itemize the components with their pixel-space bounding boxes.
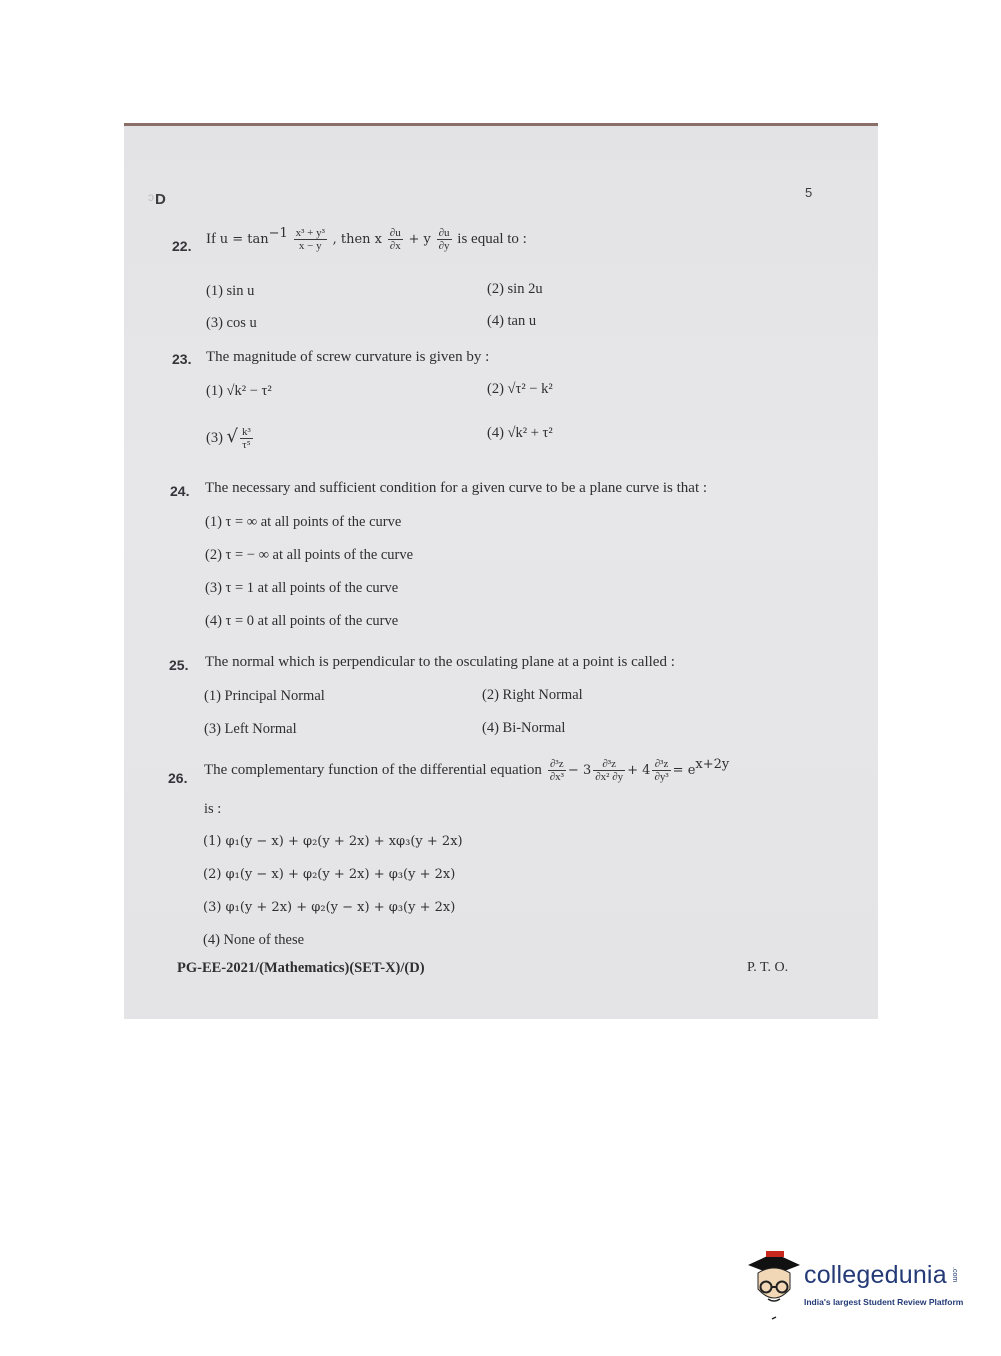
option: (3) φ₁(y + 2x) + φ₂(y − x) + φ₃(y + 2x)	[203, 900, 456, 915]
scanned-page	[124, 123, 878, 1019]
question-number: 22.	[172, 238, 192, 254]
question-text: The necessary and sufficient condition for a given curve to be a plane curve is that :	[205, 480, 708, 496]
option: (2) sin 2u	[487, 281, 543, 297]
option: (4) Bi-Normal	[482, 720, 566, 736]
question-number: 26.	[168, 770, 188, 786]
question-number: 25.	[169, 657, 189, 673]
option: (2) φ₁(y − x) + φ₂(y + 2x) + φ₃(y + 2x)	[203, 867, 456, 882]
option-label: (3)	[206, 430, 223, 446]
collegedunia-logo	[744, 1247, 974, 1322]
q26-term1: $\frac{\text{∂³z}}{\text{∂x³}}$	[549, 758, 564, 784]
option: (3) √ $\frac{\text{k³}}{\text{τ⁵}}$	[206, 426, 251, 452]
q26-text: The complementary function of the differential equation	[204, 762, 542, 778]
brand-domain: .com	[951, 1267, 958, 1283]
option: (2) Right Normal	[482, 687, 583, 703]
set-letter: D	[155, 191, 166, 208]
option: (2) √τ² − k²	[487, 381, 553, 397]
question-26-is: is :	[204, 801, 222, 817]
option: (3) cos u	[206, 315, 257, 331]
option: (2) τ = − ∞ at all points of the curve	[205, 547, 414, 563]
option: (4) tan u	[487, 313, 537, 329]
q26-op1: − 3	[567, 763, 592, 778]
option: (1) √k² − τ²	[206, 383, 272, 399]
q22-partial-x: $\frac{\partial u}{\partial x}$	[389, 227, 401, 253]
q22-suffix: is equal to :	[457, 231, 527, 247]
q26-term2: $\frac{\text{∂³z}}{\text{∂x² ∂y}}$	[595, 758, 624, 784]
option: (1) φ₁(y − x) + φ₂(y + 2x) + xφ₃(y + 2x)	[203, 834, 463, 849]
q26-term3: $\frac{\text{∂³z}}{\text{∂y³}}$	[654, 758, 669, 784]
question-number: 23.	[172, 351, 192, 367]
brand-name: collegedunia	[804, 1261, 947, 1289]
q23-option3-fraction: $\frac{\text{k³}}{\text{τ⁵}}$	[242, 426, 251, 452]
option: (3) Left Normal	[204, 721, 297, 737]
page-number: 5	[805, 185, 813, 200]
question-text: The normal which is perpendicular to the osculating plane at a point is called :	[205, 654, 675, 670]
option: (3) τ = 1 at all points of the curve	[205, 580, 399, 596]
q22-u-equals: u = tan	[219, 232, 269, 247]
q26-op2: + 4	[627, 763, 651, 778]
option: (1) sin u	[206, 283, 255, 299]
q22-prefix: If	[206, 231, 216, 247]
option: (1) τ = ∞ at all points of the curve	[205, 514, 402, 530]
q26-rhs: = e	[672, 763, 696, 778]
question-22-text: If $u = \tan^{-1}$ $\frac{\text{x³ + y³}}{x - y}$ , then x $\frac{\partial u}{\partial x}$ + y $\frac{\partial u}{\partial y}$ is equal to :	[206, 226, 527, 253]
q26-rhs-exponent: x+2y	[695, 757, 730, 772]
option: (1) Principal Normal	[204, 688, 325, 704]
paper-code: PG-EE-2021/(Mathematics)(SET-X)/(D)	[177, 960, 425, 976]
q22-fraction: $\frac{\text{x³ + y³}}{x - y}$	[295, 227, 325, 253]
q22-plus-y: + y	[408, 232, 431, 247]
edge-mark: ɔ	[148, 190, 154, 204]
mascot-icon	[744, 1247, 804, 1322]
option: (4) None of these	[203, 932, 305, 948]
q22-then: , then x	[332, 232, 383, 247]
q22-partial-y: $\frac{\partial u}{\partial y}$	[438, 227, 450, 253]
question-number: 24.	[170, 483, 190, 499]
option: (4) τ = 0 at all points of the curve	[205, 613, 399, 629]
brand-tagline: India's largest Student Review Platform	[804, 1297, 964, 1307]
option: (4) √k² + τ²	[487, 425, 553, 441]
question-26-text	[204, 757, 729, 783]
please-turn-over: P. T. O.	[747, 960, 789, 975]
question-text: The magnitude of screw curvature is given by :	[206, 349, 490, 365]
